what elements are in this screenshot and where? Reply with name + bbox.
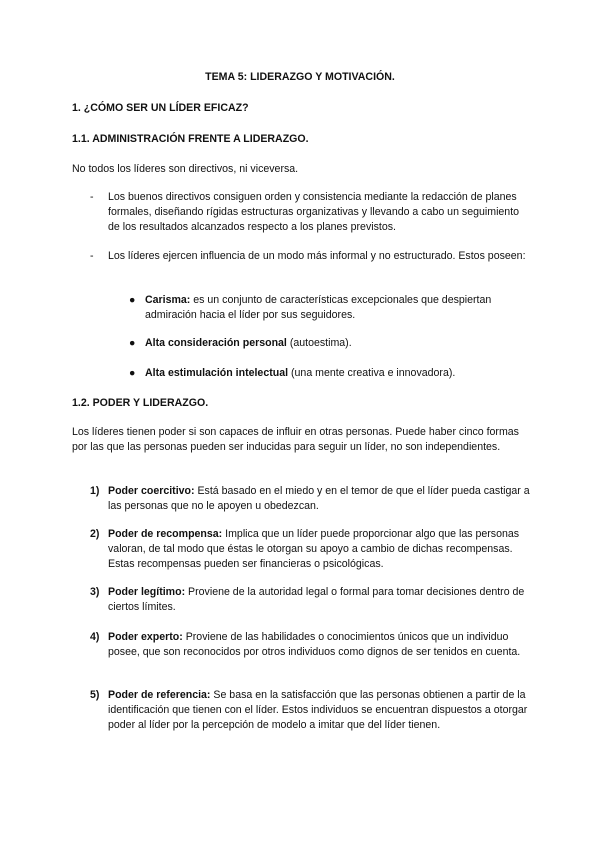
power-item-coercitivo [108,484,533,514]
power-description: Proviene de la autoridad legal o formal para tomar decisiones dentro de ciertos límites. [108,586,525,613]
power-item-referencia [108,688,533,733]
power-term: Poder experto: [108,631,183,643]
document-title: TEMA 5: LIDERAZGO Y MOTIVACIÓN. [205,71,395,83]
power-item-recompensa [108,527,533,572]
bullet-term: Carisma: [145,294,191,306]
bullet-item-consideracion [145,336,535,351]
power-description: Está basado en el miedo y en el temor de que el líder pueda castigar a las personas que no le apoyen u obedezcan. [108,485,530,512]
power-term: Poder de recompensa: [108,528,223,540]
dash-marker: - [90,191,94,203]
power-paragraph: Los líderes tienen poder si son capaces de influir en otras personas. Puede haber cinco formas por las que las personas pueden ser inducidas para seguir un líder, no son independientes. [72,426,519,453]
bullet-term: Alta consideración personal [145,337,287,349]
dash-item: Los buenos directivos consiguen orden y consistencia mediante la redacción de planes formales, diseñando rígidas estructuras organizativas y llevando a cabo un seguimiento de los resultados alcanzados respecto a los planes previstos. [108,191,520,233]
power-term: Poder coercitivo: [108,485,195,497]
power-term: Poder de referencia: [108,689,211,701]
power-item-legitimo [108,585,533,615]
dash-marker: - [90,250,94,262]
bullet-marker: ● [129,367,136,379]
power-description: Implica que un líder puede proporcionar algo que las personas valoran, de tal modo que éstas le otorgan su apoyo a cambio de dichas recompensas. Estas recompensas pueden ser financieras o psicológicas. [108,528,520,570]
list-number: 4) [90,631,100,643]
power-description: Se basa en la satisfacción que las personas obtienen a partir de la identificación que tienen con el líder. Estos individuos se encuentran dispuestos a otorgar poder al líder por la percepción de modelo a imitar que del líder tienen. [108,689,528,731]
list-number: 5) [90,689,100,701]
power-item-experto [108,630,533,660]
section-heading-1: 1. ¿CÓMO SER UN LÍDER EFICAZ? [72,102,249,114]
list-number: 2) [90,528,100,540]
power-term: Poder legítimo: [108,586,186,598]
power-description: Proviene de las habilidades o conocimientos únicos que un individuo posee, que son reconocidos por otros individuos como dignos de ser tenidos en cuenta. [108,631,521,658]
intro-paragraph: No todos los líderes son directivos, ni viceversa. [72,163,299,175]
list-number: 3) [90,586,100,598]
subsection-heading-1-2: 1.2. PODER Y LIDERAZGO. [72,397,209,409]
bullet-marker: ● [129,294,136,306]
bullet-term: Alta estimulación intelectual [145,367,289,379]
dash-item: Los líderes ejercen influencia de un modo más informal y no estructurado. Estos poseen: [108,250,526,262]
subsection-heading-1-1: 1.1. ADMINISTRACIÓN FRENTE A LIDERAZGO. [72,133,309,145]
bullet-description: es un conjunto de características excepcionales que despiertan admiración hacia el líder por sus seguidores. [145,294,492,321]
bullet-description: (autoestima). [286,337,352,349]
bullet-item-carisma [145,293,535,323]
bullet-marker: ● [129,337,136,349]
list-number: 1) [90,485,100,497]
bullet-item-estimulacion [145,366,535,381]
bullet-description: (una mente creativa e innovadora). [288,367,456,379]
